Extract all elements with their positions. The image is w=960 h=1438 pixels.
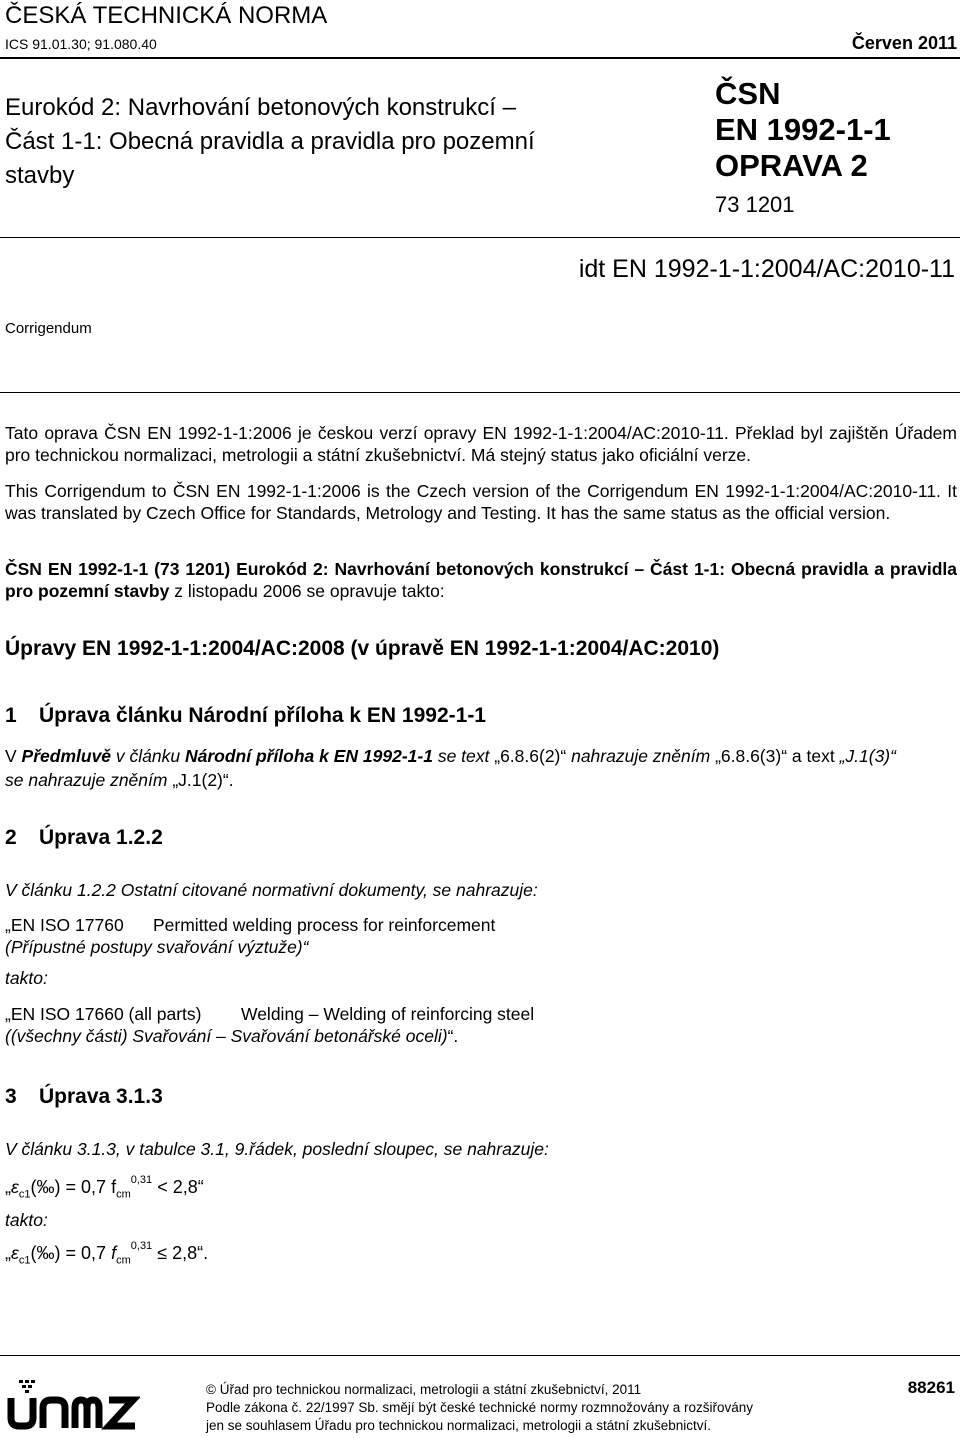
s2-new-title: Welding – Welding of reinforcing steel bbox=[241, 1004, 535, 1024]
statement-rest: z listopadu 2006 se opravuje takto: bbox=[169, 581, 445, 601]
s3-takto: takto: bbox=[5, 1210, 48, 1230]
s2-takto: takto: bbox=[5, 968, 48, 988]
intro-rule bbox=[0, 392, 960, 393]
s1-text: nahrazuje zněním bbox=[566, 746, 716, 766]
epsilon-symbol: ε bbox=[11, 1177, 19, 1197]
section-number: 2 bbox=[5, 826, 17, 849]
main-heading: Úpravy EN 1992-1-1:2004/AC:2008 (v úpravě EN 1992-1-1:2004/AC:2010) bbox=[5, 637, 720, 660]
title-line-2: Část 1-1: Obecná pravidla a pravidla pro pozemní bbox=[5, 128, 535, 155]
ics-code: ICS 91.01.30; 91.080.40 bbox=[5, 36, 157, 52]
s2-new-czech-text: ((všechny části) Svařování – Svařování betonářské oceli) bbox=[5, 1026, 448, 1046]
s1-text: se text bbox=[432, 746, 495, 766]
footer-law-1: Podle zákona č. 22/1997 Sb. smějí být české technické normy rozmnožovány a rozšiřovány bbox=[206, 1400, 754, 1415]
subscript: c1 bbox=[18, 1254, 31, 1267]
s2-new-czech-end: “. bbox=[447, 1026, 459, 1046]
s2-new-entry bbox=[5, 1004, 534, 1025]
superscript: 0,31 bbox=[130, 1174, 153, 1186]
unmz-logo bbox=[5, 1378, 140, 1433]
title-line-3: stavby bbox=[5, 162, 75, 189]
designation-csn: ČSN bbox=[715, 76, 781, 111]
title-line-1: Eurokód 2: Navrhování betonových konstrukcí – bbox=[5, 94, 516, 121]
subscript: c1 bbox=[18, 1188, 31, 1201]
formula-text: (‰) = 0,7 bbox=[30, 1243, 112, 1263]
s2-new-czech bbox=[5, 1026, 458, 1047]
document-type: ČESKÁ TECHNICKÁ NORMA bbox=[5, 2, 328, 29]
quote-open: „ bbox=[5, 1177, 11, 1197]
section-2-intro: V článku 1.2.2 Ostatní citované normativní dokumenty, se nahrazuje: bbox=[5, 880, 538, 900]
s1-text: V bbox=[5, 746, 22, 766]
intro-czech: Tato oprava ČSN EN 1992-1-1:2006 je českou verzí opravy EN 1992-1-1:2004/AC:2010-11. Překlad byl zajištěn Úřadem pro technickou normalizaci, metrologii a státní zkušebnictví. Má stejný status jako oficiální verze. bbox=[5, 423, 957, 465]
relation-symbol: ≤ bbox=[157, 1243, 168, 1263]
relation-symbol: < bbox=[157, 1177, 168, 1197]
footer-rule bbox=[0, 1355, 960, 1356]
footer-copyright: © Úřad pro technickou normalizaci, metrologii a státní zkušebnictví, 2011 bbox=[206, 1382, 642, 1397]
s1-text: a text bbox=[787, 746, 840, 766]
s1-text: se nahrazuje zněním bbox=[5, 770, 173, 790]
section-title: Úprava 3.1.3 bbox=[39, 1085, 163, 1108]
s2-old-code: „EN ISO 17760 bbox=[5, 915, 124, 935]
s1-clause-name: Národní příloha k EN 1992-1-1 bbox=[184, 746, 433, 766]
corrigendum-label: Corrigendum bbox=[5, 320, 92, 337]
unmz-logo-icon bbox=[5, 1378, 140, 1433]
s2-old-entry bbox=[5, 915, 495, 936]
formula-variable: f bbox=[111, 1243, 117, 1263]
issue-date: Červen 2011 bbox=[851, 33, 957, 53]
formula-new bbox=[5, 1240, 208, 1267]
s1-text: v článku bbox=[111, 746, 185, 766]
section-3-intro: V článku 3.1.3, v tabulce 3.1, 9.řádek, poslední sloupec, se nahrazuje: bbox=[5, 1139, 549, 1159]
idt-reference: idt EN 1992-1-1:2004/AC:2010-11 bbox=[578, 255, 955, 283]
s1-new-ref-2: „J.1(2)“. bbox=[172, 770, 234, 790]
header-rule bbox=[0, 57, 960, 59]
section-1-text-line-1 bbox=[5, 746, 896, 767]
s1-old-ref: „6.8.6(2)“ bbox=[494, 746, 567, 766]
quote-open: „ bbox=[5, 1243, 11, 1263]
statement bbox=[5, 558, 957, 602]
designation-oprava: OPRAVA 2 bbox=[715, 148, 868, 183]
section-3-heading bbox=[5, 1085, 163, 1109]
formula-text: (‰) = 0,7 f bbox=[30, 1177, 117, 1197]
section-number: 1 bbox=[5, 704, 17, 727]
statement-standard: ČSN EN 1992-1-1 (73 1201) Eurokód 2: Navrhování betonových konstrukcí – Část 1-1: Obecná pravidla a pravidla pro pozemní stavby bbox=[5, 559, 957, 601]
intro-english: This Corrigendum to ČSN EN 1992-1-1:2006 is the Czech version of the Corrigendum EN 1992-1-1:2004/AC:2010-11. It was translated by Czech Office for Standards, Metrology and Testing. It has the same status as the official version. bbox=[5, 481, 957, 523]
superscript: 0,31 bbox=[130, 1240, 153, 1252]
footer-law-2: jen se souhlasem Úřadu pro technickou normalizaci, metrologii a státní zkušebnictví. bbox=[206, 1418, 711, 1433]
s2-old-czech: (Přípustné postupy svařování výztuže)“ bbox=[5, 937, 309, 957]
section-title: Úprava 1.2.2 bbox=[39, 826, 163, 849]
formula-text: 2,8“ bbox=[172, 1177, 204, 1197]
s2-new-code: „EN ISO 17660 (all parts) bbox=[5, 1004, 202, 1024]
subscript: cm bbox=[116, 1254, 131, 1267]
s1-old-ref-2: „J.1(3)“ bbox=[839, 746, 896, 766]
s1-new-ref: „6.8.6(3)“ bbox=[715, 746, 788, 766]
section-1-text-line-2 bbox=[5, 770, 234, 791]
formula-text: 2,8“. bbox=[172, 1243, 209, 1263]
catalog-number: 88261 bbox=[907, 1378, 955, 1397]
section-number: 3 bbox=[5, 1085, 17, 1108]
subscript: cm bbox=[116, 1188, 131, 1201]
section-1-heading bbox=[5, 704, 486, 728]
s1-predmluva: Předmluvě bbox=[21, 746, 112, 766]
section-2-heading bbox=[5, 826, 163, 850]
epsilon-symbol: ε bbox=[11, 1243, 19, 1263]
designation-en: EN 1992-1-1 bbox=[715, 112, 891, 147]
section-title: Úprava článku Národní příloha k EN 1992-1-1 bbox=[39, 704, 486, 727]
s2-old-title: Permitted welding process for reinforcement bbox=[153, 915, 496, 935]
classification-number: 73 1201 bbox=[715, 192, 795, 217]
formula-old bbox=[5, 1174, 204, 1201]
title-rule bbox=[0, 237, 960, 238]
